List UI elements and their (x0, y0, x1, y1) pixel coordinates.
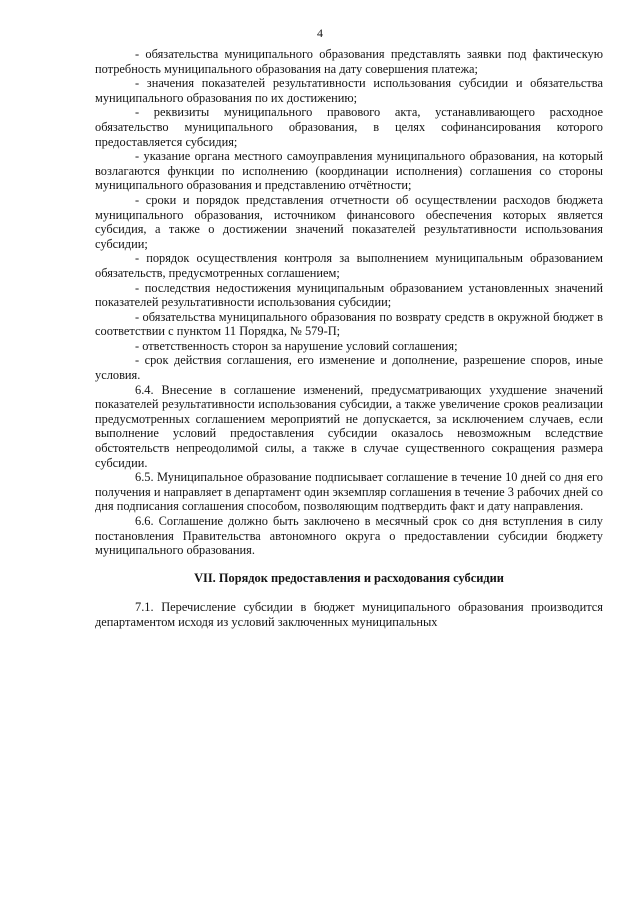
list-item-responsible-body: - указание органа местного самоуправления муниципального образования, на который возлагаются функции по исполнению (координации исполнения) соглашения со стороны муниципального образования и представлению отчётности; (95, 149, 603, 193)
document-body (95, 47, 603, 630)
clause-6-4: 6.4. Внесение в соглашение изменений, предусматривающих ухудшение значений показателей результативности использования субсидии, а также увеличение сроков реализации предусмотренных соглашением мероприятий не допускается, за исключением случаев, если выполнение условий предоставления субсидии оказалось невозможным вследствие обстоятельств непреодолимой силы, а также в случае существенного сокращения размера субсидии. (95, 382, 603, 470)
list-item-liability: - ответственность сторон за нарушение условий соглашения; (135, 338, 458, 353)
list-item-legal-act: - реквизиты муниципального правового акта, устанавливающего расходное обязательство муниципального образования, в целях софинансирования которого предоставляется субсидия; (95, 105, 603, 149)
list-item-reporting: - сроки и порядок представления отчетности об осуществлении расходов бюджета муниципального образования, источником финансового обеспечения которых является субсидия, а также о достижении значений показателей результативности использования субсидии; (95, 192, 603, 251)
list-item-term: - срок действия соглашения, его изменение и дополнение, разрешение споров, иные условия. (95, 353, 603, 383)
list-item-control: - порядок осуществления контроля за выполнением муниципальным образованием обязательств, предусмотренных соглашением; (95, 251, 603, 280)
clause-6-5: 6.5. Муниципальное образование подписывает соглашение в течение 10 дней со дня его получения и направляет в департамент один экземпляр соглашения в течение 3 рабочих дней со дня подписания соглашения способом, позволяющим подтвердить факт и дату направления. (95, 470, 603, 514)
list-item-consequences: - последствия недостижения муниципальным образованием установленных значений показателей результативности использования субсидии; (95, 280, 603, 310)
list-item-refund: - обязательства муниципального образования по возврату средств в окружной бюджет в соответствии с пунктом 11 Порядка, № 579-П; (95, 309, 603, 339)
list-item-applications: - обязательства муниципального образования представлять заявки под фактическую потребность муниципального образования на дату совершения платежа; (95, 47, 603, 76)
section-heading: VII. Порядок предоставления и расходования субсидии (194, 570, 504, 585)
clause-7-1: 7.1. Перечисление субсидии в бюджет муниципального образования производится департаментом исходя из условий заключенных муниципальных (95, 600, 603, 629)
page-number: 4 (317, 26, 323, 40)
clause-6-6: 6.6. Соглашение должно быть заключено в месячный срок со дня вступления в силу постановления Правительства автономного округа о предоставлении субсидии бюджету муниципального образования. (95, 514, 603, 558)
list-item-indicators: - значения показателей результативности использования субсидии и обязательства муниципального образования по их достижению; (95, 76, 603, 105)
